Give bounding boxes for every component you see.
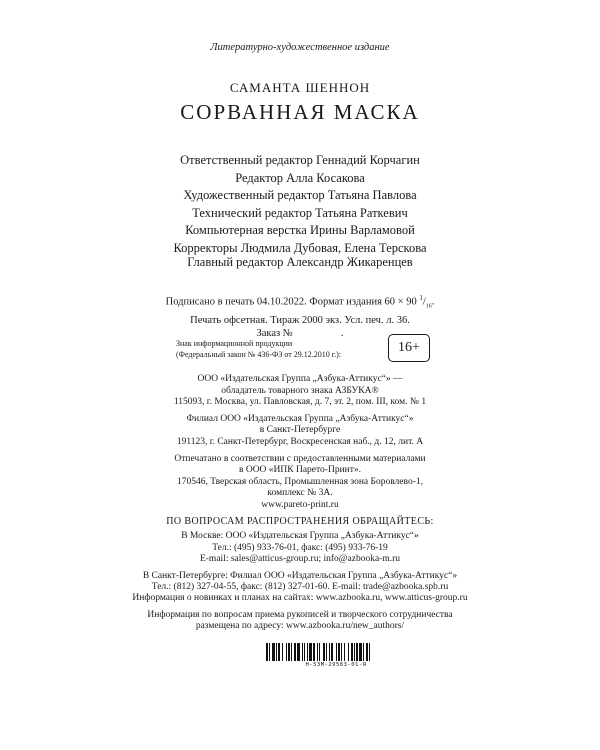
print-signed: Подписано в печать 04.10.2022. Формат издания 60 × 90 — [165, 296, 417, 308]
printer-line: 170546, Тверская область, Промышленная зона Боровлево-1, — [177, 476, 423, 487]
print-signed-end: . — [431, 296, 435, 308]
staff-line: Корректоры Людмила Дубовая, Елена Терскова — [173, 240, 427, 255]
branch-line: Филиал ООО «Издательская Группа „Азбука-Аттикус“» — [186, 413, 414, 424]
info-mark-line: (Федеральный закон № 436-ФЗ от 29.12.2010 г.): — [176, 349, 342, 359]
branch-line: в Санкт-Петербурге — [259, 425, 341, 436]
genre-label: Литературно-художественное издание — [210, 42, 390, 53]
info-mark-line: Знак информационной продукции — [176, 339, 293, 348]
news-line: Информация о новинках и планах на сайтах: www.azbooka.ru, www.atticus-group.ru — [132, 593, 468, 604]
printer-line: в ООО «ИПК Парето-Принт». — [238, 465, 362, 476]
book-title: СОРВАННАЯ МАСКА — [180, 100, 420, 124]
format-denominator: 16 — [425, 303, 432, 310]
moscow-line: E-mail: sales@atticus-group.ru; info@azbooka-m.ru — [199, 554, 401, 565]
staff-line: Редактор Алла Косакова — [235, 170, 365, 185]
staff-line: Ответственный редактор Геннадий Корчагин — [180, 153, 420, 167]
branch-line: 191123, г. Санкт-Петербург, Воскресенская наб., д. 12, лит. А — [176, 436, 424, 447]
moscow-line: Тел.: (495) 933-76-01, факс: (495) 933-76-19 — [212, 542, 388, 553]
order-label: Заказ № — [256, 328, 293, 339]
manuscripts-line: размещена по адресу: www.azbooka.ru/new_authors/ — [195, 621, 405, 632]
printer-line: Отпечатано в соответствии с предоставленными материалами — [174, 453, 426, 464]
staff-line: Технический редактор Татьяна Раткевич — [192, 205, 408, 220]
printer-line: www.pareto-print.ru — [261, 499, 339, 510]
publisher-line: ООО «Издательская Группа „Азбука-Аттикус“» — — [197, 374, 403, 384]
barcode-code: Н-53М-29583-01-Я — [305, 662, 367, 668]
publisher-info — [0, 374, 600, 512]
print-info — [0, 292, 600, 340]
format-numerator: 1 — [419, 294, 423, 302]
distribution-info — [0, 516, 600, 633]
print-signed-line: Подписано в печать 04.10.2022. Формат издания 60 × 90 $^1/_{16}$. — [165, 294, 435, 310]
publisher-line: 115093, г. Москва, ул. Павловская, д. 7, эт. 2, пом. III, ком. № 1 — [173, 397, 427, 408]
publisher-line: обладатель товарного знака АЗБУКА® — [221, 385, 379, 396]
distribution-heading: ПО ВОПРОСАМ РАСПРОСТРАНЕНИЯ ОБРАЩАЙТЕСЬ: — [166, 516, 434, 527]
spb-line: В Санкт-Петербурге: Филиал ООО «Издательская Группа „Азбука-Аттикус“» — [142, 570, 458, 581]
print-run: Печать офсетная. Тираж 2000 экз. Усл. печ. л. 36. — [190, 314, 410, 326]
author-name: САМАНТА ШЕННОН — [229, 80, 371, 95]
barcode-image — [266, 643, 406, 661]
staff-line: Компьютерная верстка Ирины Варламовой — [185, 223, 415, 238]
barcode-bar — [370, 643, 372, 661]
info-mark — [176, 339, 341, 360]
chief-editor: Главный редактор Александр Жикаренцев — [187, 255, 413, 269]
age-rating-badge: 16+ — [388, 334, 430, 362]
manuscripts-line: Информация по вопросам приема рукописей и творческого сотрудничества — [147, 609, 453, 620]
staff-line: Художественный редактор Татьяна Павлова — [183, 188, 417, 203]
printer-line: комплекс № 3А. — [267, 488, 333, 499]
order-end: . — [340, 328, 344, 339]
staff-list — [0, 152, 600, 258]
moscow-line: В Москве: ООО «Издательская Группа „Азбука-Аттикус“» — [181, 531, 419, 542]
spb-line: Тел.: (812) 327-04-55, факс: (812) 327-01-60. E-mail: trade@azbooka.spb.ru — [151, 582, 449, 593]
